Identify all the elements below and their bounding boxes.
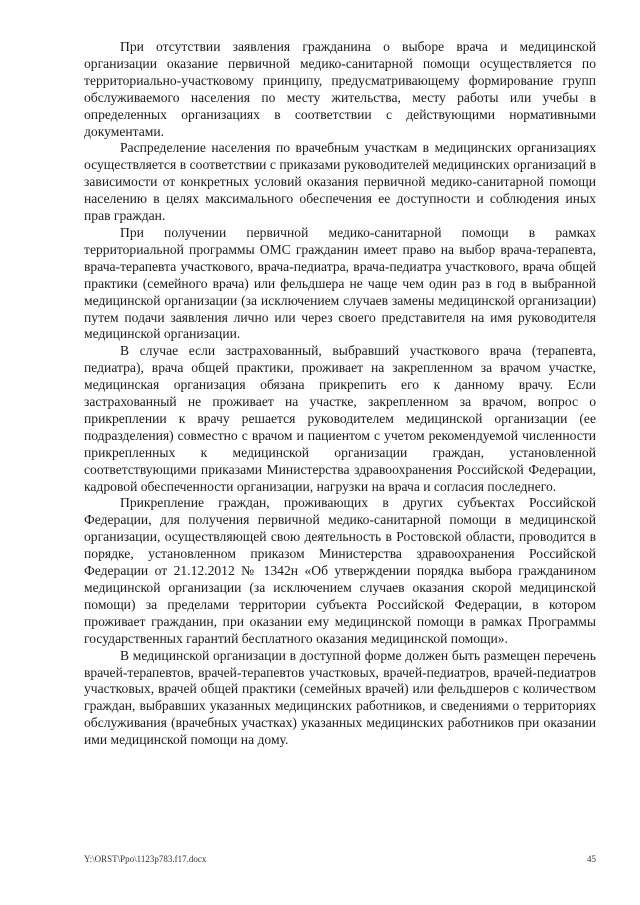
- paragraph-doctor-list-posting: В медицинской организации в доступной форме должен быть размещен перечень врачей-терапевтов, врачей-терапевтов участковых, врачей-педиатров, врачей-педиатров участковых, врачей общей практики (семейных врачей) или фельдшеров с количеством граждан, выбравших указанных медицинских работников, и сведениями о территориях обслуживания (врачебных участках) указанных медицинских работников при оказании ими медицинской помощи на дому.: [84, 647, 596, 748]
- paragraph-attachment-to-doctor: В случае если застрахованный, выбравший участкового врача (терапевта, педиатра), врача общей практики, проживает на закрепленном за врачом участке, медицинская организация обязана прикрепить его к данному врачу. Если застрахованный не проживает на участке, закрепленном за врачом, вопрос о прикреплении к врачу решается руководителем медицинской организации (ее подразделения) совместно с врачом и пациентом с учетом рекомендуемой численности прикрепленных к медицинской организации граждан, установленной соответствующими приказами Министерства здравоохранения Российской Федерации, кадровой обеспеченности организации, нагрузки на врача и согласия последнего.: [84, 343, 596, 494]
- paragraph-population-distribution: Распределение населения по врачебным участкам в медицинских организациях осуществляется в соответствии с приказами руководителей медицинских организаций в зависимости от конкретных условий оказания первичной медико-санитарной помощи населению в целях максимального обеспечения ее доступности и соблюдения иных прав граждан.: [84, 140, 596, 224]
- paragraph-doctor-choice: При получении первичной медико-санитарной помощи в рамках территориальной программы ОМС гражданин имеет право на выбор врача-терапевта, врача-терапевта участкового, врача-педиатра, врача-педиатра участкового, врача общей практики (семейного врача) или фельдшера не чаще чем один раз в год в выбранной медицинской организации (за исключением случаев замены медицинской организации) путем подачи заявления лично или через своего представителя на имя руководителя медицинской организации.: [84, 224, 596, 342]
- footer-page-number: 45: [587, 854, 596, 864]
- footer-file-path: Y:\ORST\Ppo\1123p783.f17.docx: [84, 854, 207, 864]
- document-body: [84, 39, 596, 749]
- page-footer: [84, 852, 596, 866]
- paragraph-territorial-principle: При отсутствии заявления гражданина о выборе врача и медицинской организации оказание первичной медико-санитарной помощи осуществляется по территориально-участковому принципу, предусматривающему формирование групп обслуживаемого населения по месту жительства, месту работы или учебы в определенных организациях в соответствии с действующими нормативными документами.: [84, 39, 596, 139]
- paragraph-other-regions: Прикрепление граждан, проживающих в других субъектах Российской Федерации, для получения первичной медико-санитарной помощи в медицинской организации, осуществляющей свою деятельность в Ростовской области, проводится в порядке, установленном приказом Министерства здравоохранения Российской Федерации от 21.12.2012 № 1342н «Об утверждении порядка выбора гражданином медицинской организации (за исключением случаев оказания скорой медицинской помощи) за пределами территории субъекта Российской Федерации, в котором проживает гражданин, при оказании ему медицинской помощи в рамках Программы государственных гарантий бесплатного оказания медицинской помощи».: [84, 495, 596, 646]
